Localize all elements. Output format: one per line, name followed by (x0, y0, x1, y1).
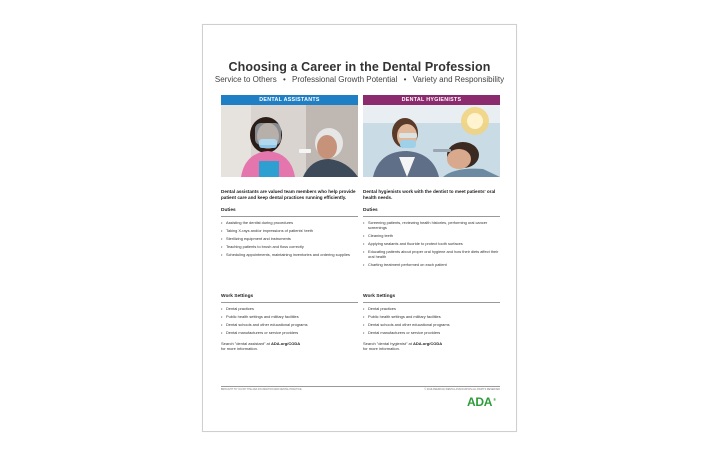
assistant-photo (221, 105, 358, 177)
hygienists-intro: Dental hygienists work with the dentist to meet patients' oral health needs. (363, 189, 496, 200)
list-item: • Screening patients, reviewing health histories, performing oral cancer screenings (363, 220, 500, 230)
hygienist-photo-illustration (363, 105, 500, 177)
footnote-left: BROUGHT TO YOU BY THE ADA FOUNDATION AND DENTAL PRACTICE (221, 388, 302, 391)
hygienists-work-list (363, 306, 500, 335)
assistants-work-list (221, 306, 358, 335)
hygienists-duties-title: Duties (363, 208, 378, 213)
registered-mark: ® (493, 397, 496, 402)
hygienists-search-note (363, 341, 500, 351)
assistants-work-title: Work Settings (221, 294, 254, 299)
coda-link[interactable]: ADA.org/CODA (412, 341, 443, 346)
footnotes (221, 388, 500, 391)
column-header-assistants: DENTAL ASSISTANTS (221, 95, 358, 105)
footnote-right: © 2019 AMERICAN DENTAL ASSOCIATION ALL RIGHTS RESERVED (424, 388, 500, 391)
list-item: • Dental manufacturers or service providers (221, 330, 358, 335)
hygienists-duties-list (363, 220, 500, 267)
assistants-search-note (221, 341, 358, 351)
list-item: • Applying sealants and fluoride to protect tooth surfaces (363, 241, 500, 246)
subtitle-item-service: Service to Others (214, 75, 277, 84)
list-item: • Teaching patients to brush and floss correctly (221, 244, 358, 249)
list-item: • Public health settings and military facilities (363, 314, 500, 319)
list-item: • Dental schools and other educational programs (221, 322, 358, 327)
coda-link[interactable]: ADA.org/CODA (270, 341, 301, 346)
list-item: • Educating patients about proper oral hygiene and how their diets affect their oral health (363, 249, 500, 259)
list-item: • Dental practices (363, 306, 500, 311)
subtitle-item-variety: Variety and Responsibility (412, 75, 505, 84)
page-title: Choosing a Career in the Dental Profession (228, 60, 491, 74)
list-item: • Charting treatment performed on each patient (363, 262, 500, 267)
list-item: • Dental schools and other educational programs (363, 322, 500, 327)
assistants-duties-list (221, 220, 358, 257)
list-item: • Scheduling appointments, maintaining inventories and ordering supplies (221, 252, 358, 257)
column-header-hygienists: DENTAL HYGIENISTS (363, 95, 500, 105)
subtitle-item-growth: Professional Growth Potential (291, 75, 398, 84)
list-item: • Assisting the dentist during procedures (221, 220, 358, 225)
list-item: • Dental practices (221, 306, 358, 311)
list-item: • Taking X-rays and/or impressions of patients' teeth (221, 228, 358, 233)
subtitle-separator: • (282, 75, 286, 84)
list-item: • Sterilizing equipment and instruments (221, 236, 358, 241)
hygienist-photo (363, 105, 500, 177)
divider (363, 216, 500, 217)
hygienists-work-title: Work Settings (363, 294, 396, 299)
list-item: • Dental manufacturers or service providers (363, 330, 500, 335)
footer-divider (221, 386, 500, 387)
divider (221, 302, 358, 303)
subtitle-separator: • (403, 75, 407, 84)
ada-logo (467, 395, 496, 409)
list-item: • Cleaning teeth (363, 233, 500, 238)
search-prefix: Search "dental assistant" at (221, 341, 271, 346)
search-prefix: Search "dental hygienist" at (363, 341, 413, 346)
list-item: • Public health settings and military facilities (221, 314, 358, 319)
search-suffix: for more information. (363, 346, 400, 351)
column-dental-hygienists (363, 95, 500, 351)
assistants-duties-title: Duties (221, 208, 236, 213)
search-suffix: for more information. (221, 346, 258, 351)
divider (221, 216, 358, 217)
flyer-page (202, 24, 517, 432)
assistant-photo-illustration (221, 105, 358, 177)
divider (363, 302, 500, 303)
page-subtitle (203, 75, 516, 84)
assistants-intro: Dental assistants are valued team members who help provide patient care and keep dental practices running efficiently. (221, 189, 356, 200)
column-dental-assistants (221, 95, 358, 351)
logo-text: ADA (467, 395, 493, 409)
